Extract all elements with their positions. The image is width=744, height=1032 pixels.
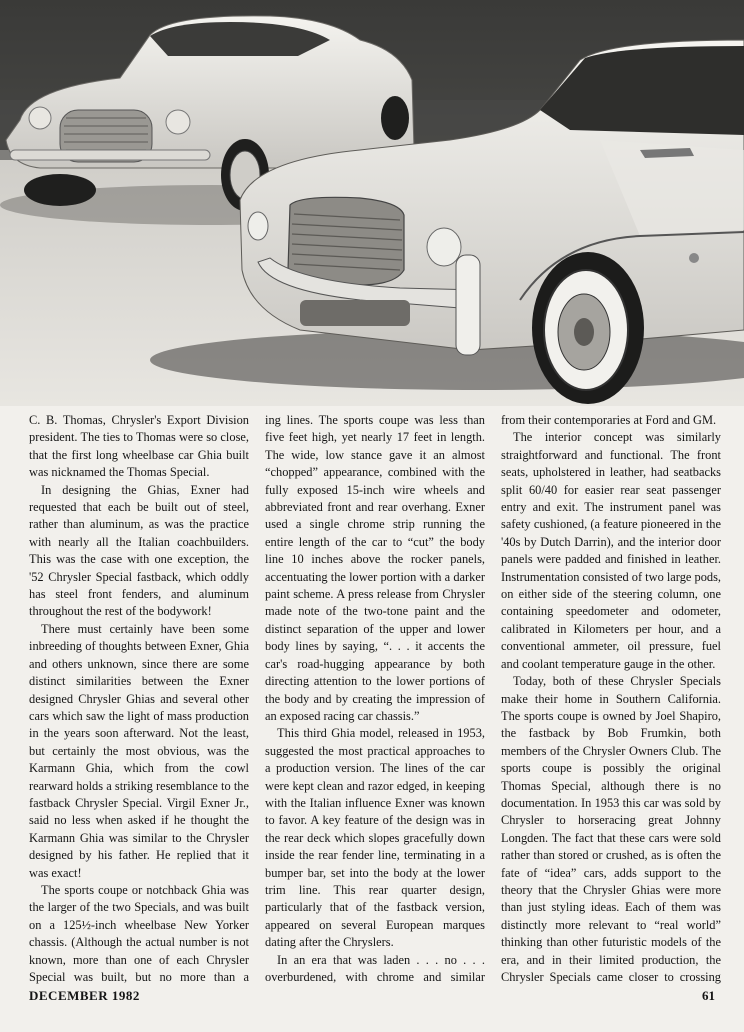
column-3 [501,412,721,984]
paragraph: from their contemporaries at Ford and GM. [501,413,717,427]
photo-two-ghia-cars [0,0,744,406]
paragraph: In designing the Ghias, Exner had requested that each be built out of steel, rather than aluminum, as was the practice with nearly all the Italian coachbuilders. This was the case with one exception, the '52 Chrysler Special fastback, which oddly has steel front fenders, and aluminum throughout the rest of the bodywork! [29,482,249,619]
issue-date: DECEMBER 1982 [29,988,140,1003]
column-1 [29,412,249,984]
paragraph: There must certainly have been some inbreeding of thoughts between Exner, Ghia and others unknown, since there are some distinct similarities between the Exner designed Chrysler Ghias and several other cars which saw the light of mass production in the years soon afterward. Not the least, but certainly the most obvious, was the Karmann Ghia, which from the cowl rearward holds a striking resemblance to the fastback Chrysler Special. Virgil Exner Jr., said no less when asked if he thought the Karmann Ghia was similar to the Chrysler designed by his father. He replied that it was exact! [29,621,249,880]
column-2 [265,412,485,984]
paragraph: C. B. Thomas, Chrysler's Export Division president. The ties to Thomas were so close, that the first long wheelbase car Ghia built was nicknamed the Thomas Special. [29,413,249,480]
paragraph: This third Ghia model, released in 1953, suggested the most practical approaches to a production version. The lines of the car were kept clean and razor edged, in keeping with the Italian influence Exner was known to favor. A key feature of the design was in the rear deck which slopes gracefully down inside the rear fender line, terminating in a bumper bar, set into the body at the lower trim line. This rear quarter design, particularly that of the fastback version, appeared on several European marques dating after the Chryslers. [265,726,485,950]
car-photo [0,0,744,406]
paragraph: Today, both of these Chrysler Specials make their home in Southern California. The sports coupe is owned by Joel Shapiro, the fastback by Bob Frumkin, both members of the Chrysler Owners Club. The sports coupe is possibly the original Thomas Special, although there is no documentation. In 1953 this car was sold by Chrysler to horseracing great Johnny Longden. The fact that these cars were sold rather than stored or crushed, as is often the fate of “idea” cars, adds support to the theory that the Chrysler Ghias were more than just styling ideas. Each of them was distinctly more relevant to “real world” thinking than other futuristic models of the era, and in their limited production, the Chrysler Specials came closer to crossing [501,674,721,984]
paragraph: ing lines. The sports coupe was less than five feet high, yet nearly 17 feet in length. The wide, low stance gave it an almost “chopped” appearance, combined with the fully exposed 15-inch wire wheels and abbreviated front and rear overhang. Exner used a single chrome strip running the entire length of the car to “cut” the body line 10 inches above the rocker panels, accentuating the lower portion with a darker paint scheme. A press release from Chrysler made note of the two-tone paint and the distinct separation of the upper and lower body lines by saying, “. . . it accents the car's road-hugging appearance by both directing attention to the lower portions of the body and by creating the impression of an exposed racing car chassis.” [265,413,485,723]
paragraph: The interior concept was similarly straightforward and functional. The front seats, upholstered in leather, had seatbacks split 60/40 for easier rear seat passenger entry and exit. The instrument panel was safety cushioned, (a feature pioneered in the '40s by Dutch Darrin), and the interior door panels were padded and finished in leather. Instrumentation consisted of two large pods, on either side of the steering column, one containing speedometer and odometer, calibrated in Kilometers per hour, and a conventional ammeter, oil pressure, fuel and coolant temperature gauge in the other. [501,430,721,671]
page-number: 61 [702,988,715,1003]
paragraph: The sports coupe or notchback Ghia was the larger of the two Specials, and was built on a 125½-inch wheelbase New Yorker chassis. (Although the actual number is not known, more than one of each Chrysler Special was built, but no more than a [29,882,249,984]
article-columns [29,412,721,984]
paragraph: In an era that was laden . . . no . . . overburdened, with chrome and similar [265,952,485,984]
